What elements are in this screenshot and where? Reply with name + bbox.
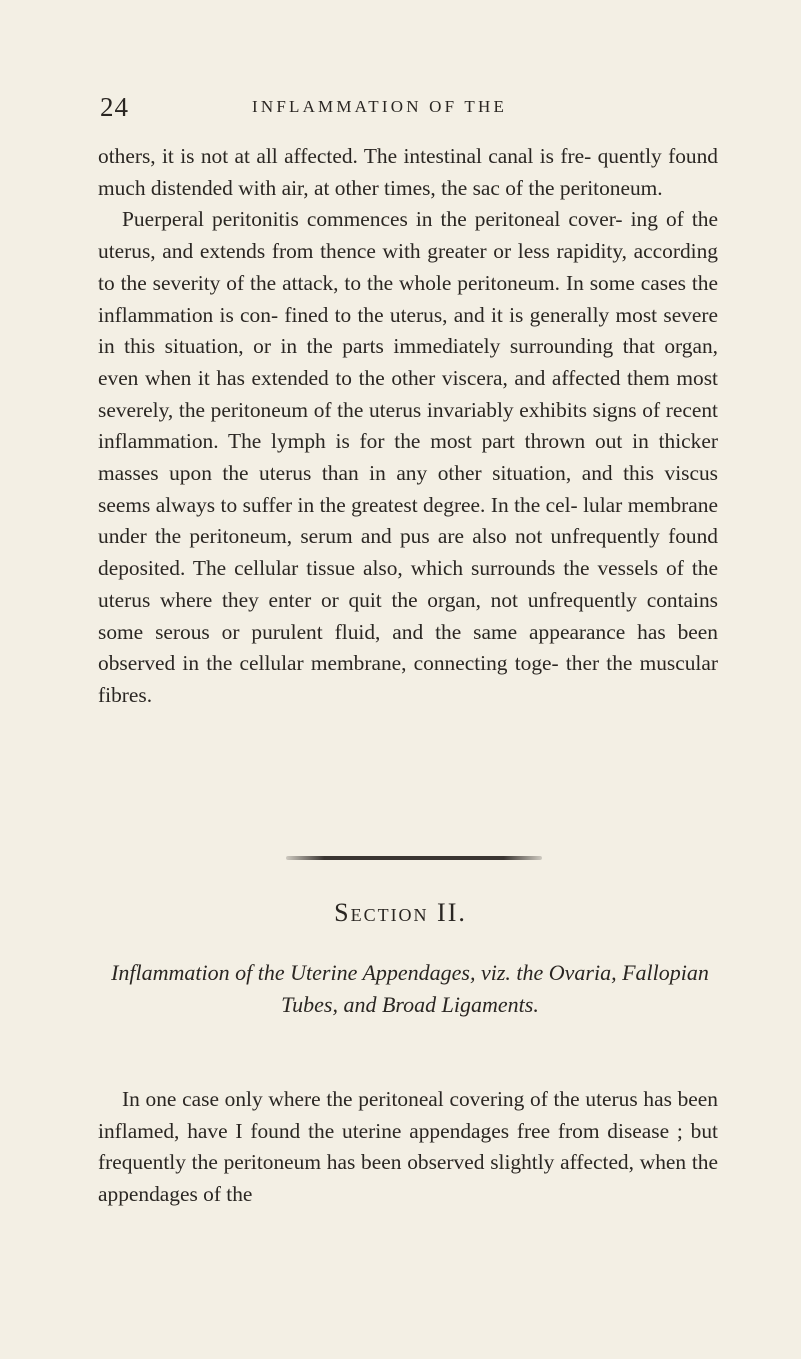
body-text — [98, 141, 718, 712]
page-number: 24 — [100, 92, 129, 122]
running-head — [100, 92, 720, 124]
paragraph-uterine-appendages: In one case only where the peritoneal covering of the uterus has been inflamed, have I found the uterine appendages free from disease ; but frequently the peritoneum has been observed slightly affected, when the appendages of the — [98, 1087, 718, 1207]
section-heading — [0, 898, 801, 928]
section-divider-rule — [286, 856, 542, 860]
paragraph-puerperal-peritonitis: Puerperal peritonitis commences in the peritoneal cover- ing of the uterus, and extends from thence with greater or less rapidity, according to the severity of the attack, to the whole peritoneum. In some cases the inflammation is con- fined to the uterus, and it is generally most severe in this situation, or in the parts immediately surrounding that organ, even when it has extended to the other viscera, and affected them most severely, the peritoneum of the uterus invariably exhibits signs of recent inflammation. The lymph is for the most part thrown out in thicker masses upon the uterus than in any other situation, and this viscus seems always to suffer in the greatest degree. In the cel- lular membrane under the peritoneum, serum and pus are also not unfrequently found deposited. The cellular tissue also, which surrounds the vessels of the uterus where they enter or quit the organ, not unfrequently contains some serous or purulent fluid, and the same appearance has been observed in the cellular membrane, connecting toge- ther the muscular fibres. — [98, 207, 718, 707]
section-body-text — [98, 1084, 718, 1211]
paragraph-continued: others, it is not at all affected. The intestinal canal is fre- quently found much distended with air, at other times, the sac of the peritoneum. — [98, 144, 718, 200]
section-heading-text: Section II. — [334, 898, 467, 927]
section-title: Inflammation of the Uterine Appendages, viz. the Ovaria, Fallopian Tubes, and Broad Ligaments. — [111, 960, 709, 1017]
running-title: INFLAMMATION OF THE — [252, 97, 508, 116]
